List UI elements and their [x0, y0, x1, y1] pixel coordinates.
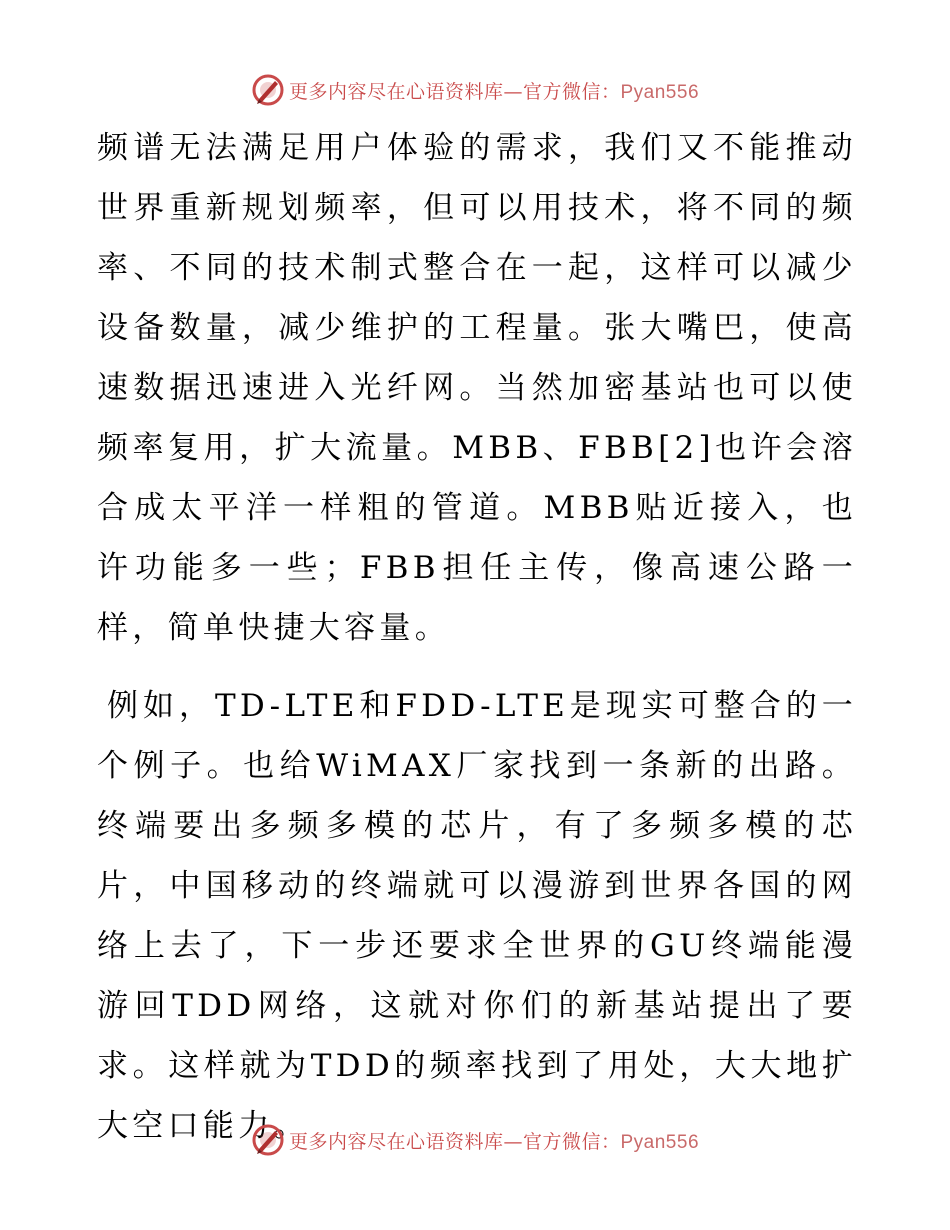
- header-banner-text: [289, 77, 699, 104]
- header-banner-label: 更多内容尽在心语资料库—官方微信：: [288, 80, 621, 103]
- red-circle-pen-logo-icon: [251, 73, 285, 107]
- red-circle-pen-logo-icon: [251, 1123, 285, 1157]
- footer-banner: [0, 1120, 950, 1160]
- footer-banner-label: 更多内容尽在心语资料库—官方微信：: [288, 1130, 621, 1153]
- footer-banner-text: [289, 1127, 699, 1154]
- header-wechat-id: Pyan556: [620, 81, 700, 103]
- header-banner-content: [251, 73, 699, 107]
- document-body: [97, 118, 857, 1156]
- footer-banner-content: [251, 1123, 699, 1157]
- header-banner: [0, 70, 950, 110]
- paragraph-1: 频谱无法满足用户体验的需求，我们又不能推动世界重新规划频率，但可以用技术，将不同的频率、不同的技术制式整合在一起，这样可以减少设备数量，减少维护的工程量。张大嘴巴，使高速数据迅速进入光纤网。当然加密基站也可以使频率复用，扩大流量。MBB、FBB[2]也许会溶合成太平洋一样粗的管道。MBB贴近接入，也许功能多一些；FBB担任主传，像高速公路一样，简单快捷大容量。: [97, 130, 857, 646]
- footer-wechat-id: Pyan556: [620, 1131, 700, 1153]
- paragraph-2: 例如，TD-LTE和FDD-LTE是现实可整合的一个例子。也给WiMAX厂家找到一条新的出路。终端要出多频多模的芯片，有了多频多模的芯片，中国移动的终端就可以漫游到世界各国的网络上去了，下一步还要求全世界的GU终端能漫游回TDD网络，这就对你们的新基站提出了要求。这样就为TDD的频率找到了用处，大大地扩大空口能力。: [97, 688, 857, 1144]
